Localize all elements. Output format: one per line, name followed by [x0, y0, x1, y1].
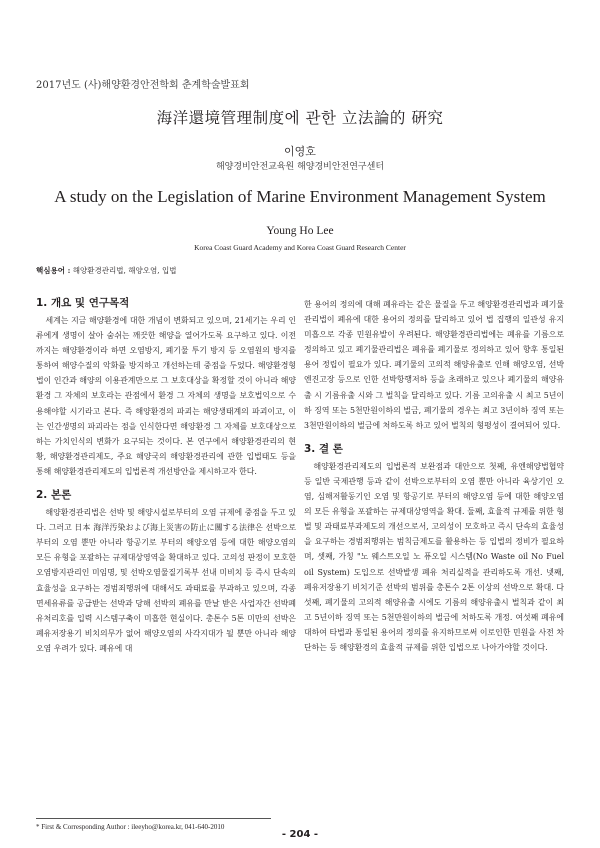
- title-korean: 海洋還境管理制度에 관한 立法論的 硏究: [156, 109, 444, 127]
- footnote-divider: [36, 818, 271, 819]
- section-conclusion-heading: 3. 결 론: [304, 442, 343, 455]
- section-body-heading: 2. 본론: [36, 489, 72, 502]
- section-intro-heading: 1. 개요 및 연구목적: [36, 297, 130, 309]
- conference-header: 2017년도 (사)해양환경안전학회 춘계학술발표회: [36, 80, 250, 91]
- affiliation-korean: 해양경비안전교육원 해양경비안전연구센터: [215, 162, 385, 172]
- section-intro-text: 세계는 지금 해양환경에 대한 개념이 변화되고 있으며, 21세기는 우리 인류에게 생명이 살아 숨쉬는 깨끗한 해양을 열어가도록 요구하고 있다. 이전까지는 해양환경이라 하면 오염방지, 폐기물 투기 방지 등 오염원의 방지를 통하여 해양수질의 악화를 방지하고 개선하는데 중점을 두었다. 해양환경형법이 인간과 해양의 이용관계만으로 그 보호대상을 확정할 것이 아니라 해양환경 그 자체의 보호라는 관점에서 환경 그 자체의 생명을 보호법익으로 수용해야할 시기라고 본다. 즉 해양환경의 파괴는 해양생태계의 파괴이고, 이는 인간생명의 파괴라는 점을 인식한다면 해양환경 그 자체를 보호대상으로 하는 가치인식의 변화가 요구되는 것이다. 본 연구에서 해양환경관리의 현황, 해양환경관리제도, 주요 해양국의 해양환경관리에 관한 입법태도 등을 통해 해양환경관리제도의 입법론적 개선방안을 제시하고자 한다.: [36, 316, 296, 476]
- keywords: [36, 265, 176, 276]
- footnote: * First & Corresponding Author : ileeyho@korea.kr, 041-640-2010: [36, 823, 225, 831]
- affiliation-english: Korea Coast Guard Academy and Korea Coast Guard Research Center: [194, 243, 406, 252]
- author-korean: 이영호: [284, 145, 316, 158]
- section-body-text: 해양환경관리법은 선박 및 해양시설로부터의 오염 규제에 중점을 두고 있다. 그러고 日本 海洋汚染および海上災害の防止に關する法律은 선박으로부터의 오염 뿐만 아니라 항공기로 부터의 해양오염 등에 대한 해양오염의 모든 유형을 포괄하는 규제대상영역을 확대하고 있다. 고의성 판정이 모호한 오염방지관리인 미임명, 및 선박오염물질기록부 선내 미비치 등 즉시 단속의 효율성을 요구하는 경범죄행위에 대해서도 과태료를 부과하고 있으며, 각종 면세유류를 공급받는 선박과 당해 선박의 폐유를 만날 받은 사업자간 선박폐유처리호를 입력 시스템구축이 미흡한 현실이다. 총톤수 5톤 미만의 선박은 폐유저장용기 비치의무가 없어 해양오염의 사각지대가 될 뿐만 아니라 해양오염 우려가 있다. 폐유에 대: [36, 508, 296, 653]
- title-english: A study on the Legislation of Marine Environment Management System: [54, 187, 546, 206]
- section-conclusion-text: 해양환경관리제도의 입법론적 보완점과 대안으로 첫째, 유엔해양법협약 등 일반 국제관행 등과 같이 선박으로부터의 오염 뿐만 아니라 육상기인 오염, 심해저활동기인 오염 및 항공기로 부터의 해양오염 등에 대한 해양오염의 모든 유형을 포괄하는 규제대상영역을 확대. 둘째, 효율적 규제를 위한 형벌 및 과태료부과제도의 개선으로서, 고의성이 모호하고 즉시 단속의 효율성을 요구하는 경범죄행위는 범칙금제도를 활용하는 등 입법의 정비가 필요하며, 셋째, 가칭 "노 웨스트오일 노 퓨오일 시스템(No Waste oil No Fuel oil System) 도입으로 선박발생 폐유 처리실적을 관리하도록 개선. 넷째, 폐유저장용기 비치기준 선박의 범위를 총톤수 2톤 이상의 선박으로 확대. 다섯째, 폐기물의 고의적 해양유출 시에도 기름의 해양유출시 벌칙과 같이 최고 5년이하 징역 또는 5천만원이하의 벌금에 처하도록 개정. 여섯째 폐유에 대하여 타법과 통일된 용어의 정의를 유지하므로써 이로인한 민원을 사전 차단하는 등 해양환경의 효율적 규제를 위한 입법으로 나아가야할 것이다.: [304, 461, 564, 652]
- right-column: [304, 297, 564, 655]
- keywords-text: 해양환경관리법, 해양오염, 입법: [70, 266, 177, 275]
- keywords-label: 핵심용어 :: [36, 266, 71, 275]
- page-number: - 204 -: [281, 829, 319, 840]
- left-column: [36, 297, 296, 656]
- section-body-text-continued: 한 용어의 정의에 대해 폐유라는 같은 물질을 두고 해양환경관리법과 폐기물관리법이 폐유에 대한 용어의 정의를 달리하고 있어 법 집행의 일관성 유지 미흡으로 각종 민원유발이 우려된다. 해양환경관리법에는 폐유를 기름으로 정의하고 있고 폐기물관리법은 폐유를 폐기물로 정의하고 있어 향후 통일된 용어 정립이 필요가 있다. 폐기물의 고의적 해양유출로 인해 해양오염, 선박엔진고장 등으로 인한 선박항행저하 등을 초래하고 있으나 폐기물의 해양유출 시 기름유출 시와 그 벌칙을 달리하고 있다. 기름 고의유출 시 최고 5년이하 징역 또는 5천만원이하의 벌금, 폐기물의 경우는 최고 3년이하 징역 또는 3천만원이하의 벌금에 처하도록 하고 있어 벌칙의 형평성이 결여되어 있다.: [304, 300, 564, 430]
- author-english: Young Ho Lee: [266, 225, 334, 237]
